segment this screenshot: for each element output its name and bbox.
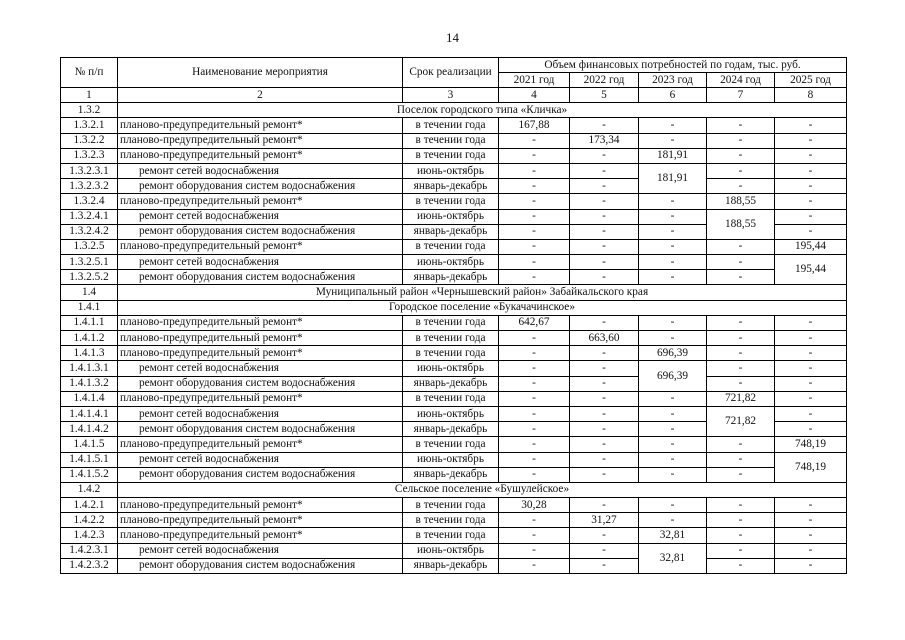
year-value: - (775, 513, 847, 528)
year-value: 748,19 (775, 437, 847, 452)
year-value: - (570, 179, 639, 194)
year-value: - (499, 513, 570, 528)
year-value: - (775, 391, 847, 406)
measure-name: ремонт сетей водоснабжения (118, 163, 403, 178)
row-number: 1.4.1.4.2 (61, 422, 118, 437)
year-value: 32,81 (639, 543, 707, 573)
implementation-term: в течении года (403, 513, 499, 528)
implementation-term: июнь-октябрь (403, 163, 499, 178)
measure-name: ремонт оборудования систем водоснабжения (118, 467, 403, 482)
year-value: - (707, 346, 775, 361)
table-row (61, 498, 847, 513)
row-number: 1.4.1.3.1 (61, 361, 118, 376)
year-value: 663,60 (570, 331, 639, 346)
row-number: 1.4.1.5.2 (61, 467, 118, 482)
year-value: - (570, 558, 639, 573)
year-value: 721,82 (707, 391, 775, 406)
row-number: 1.3.2.4 (61, 194, 118, 209)
header-name: Наименование мероприятия (118, 58, 403, 88)
section-row (61, 300, 847, 315)
year-value: - (499, 209, 570, 224)
year-value: - (639, 422, 707, 437)
year-value: - (707, 148, 775, 163)
row-number: 1.4.1.3 (61, 346, 118, 361)
year-value: - (775, 194, 847, 209)
year-value: - (499, 148, 570, 163)
row-number: 1.3.2.5.2 (61, 270, 118, 285)
measure-name: планово-предупредительный ремонт* (118, 315, 403, 330)
year-value: - (775, 209, 847, 224)
implementation-term: январь-декабрь (403, 224, 499, 239)
table-row (61, 239, 847, 254)
year-value: - (570, 315, 639, 330)
year-value: - (499, 255, 570, 270)
measure-name: ремонт оборудования систем водоснабжения (118, 558, 403, 573)
measure-name: ремонт сетей водоснабжения (118, 543, 403, 558)
year-value: - (570, 270, 639, 285)
measure-name: планово-предупредительный ремонт* (118, 528, 403, 543)
row-number: 1.3.2.4.2 (61, 224, 118, 239)
measure-name: ремонт сетей водоснабжения (118, 255, 403, 270)
year-value: - (707, 239, 775, 254)
year-value: - (639, 239, 707, 254)
column-number: 6 (639, 88, 707, 103)
year-value: - (639, 467, 707, 482)
row-number: 1.4.1.4.1 (61, 406, 118, 421)
year-value: - (499, 406, 570, 421)
row-number: 1.3.2.3.2 (61, 179, 118, 194)
year-value: - (570, 163, 639, 178)
year-value: 30,28 (499, 498, 570, 513)
column-number: 3 (403, 88, 499, 103)
implementation-term: январь-декабрь (403, 179, 499, 194)
year-value: 195,44 (775, 255, 847, 285)
column-number: 1 (61, 88, 118, 103)
implementation-term: июнь-октябрь (403, 543, 499, 558)
table-row (61, 118, 847, 133)
year-value: - (707, 331, 775, 346)
table-row (61, 513, 847, 528)
year-value: - (570, 148, 639, 163)
implementation-term: в течении года (403, 346, 499, 361)
measure-name: планово-предупредительный ремонт* (118, 391, 403, 406)
table-row (61, 255, 847, 270)
year-value: - (499, 163, 570, 178)
measure-name: ремонт оборудования систем водоснабжения (118, 179, 403, 194)
year-value: - (775, 406, 847, 421)
row-number: 1.3.2.5.1 (61, 255, 118, 270)
table-row (61, 194, 847, 209)
implementation-term: январь-декабрь (403, 467, 499, 482)
table-row (61, 209, 847, 224)
year-value: - (499, 376, 570, 391)
year-value: - (499, 543, 570, 558)
measure-name: планово-предупредительный ремонт* (118, 513, 403, 528)
table-row (61, 133, 847, 148)
year-value: - (707, 543, 775, 558)
year-value: - (707, 361, 775, 376)
implementation-term: январь-декабрь (403, 376, 499, 391)
year-value: - (639, 437, 707, 452)
year-value: - (639, 391, 707, 406)
year-value: 188,55 (707, 209, 775, 239)
measure-name: планово-предупредительный ремонт* (118, 118, 403, 133)
year-value: - (639, 209, 707, 224)
year-value: - (707, 467, 775, 482)
header-year: 2023 год (639, 73, 707, 88)
row-number: 1.4.2.3 (61, 528, 118, 543)
year-value: - (570, 498, 639, 513)
measure-name: планово-предупредительный ремонт* (118, 148, 403, 163)
year-value: - (775, 179, 847, 194)
header-volume: Объем финансовых потребностей по годам, тыс. руб. (499, 58, 847, 73)
year-value: - (775, 148, 847, 163)
year-value: - (639, 513, 707, 528)
year-value: - (775, 422, 847, 437)
table-row (61, 361, 847, 376)
year-value: 748,19 (775, 452, 847, 482)
year-value: - (570, 376, 639, 391)
year-value: - (570, 239, 639, 254)
table-row (61, 331, 847, 346)
row-number: 1.4.1.5.1 (61, 452, 118, 467)
year-value: 195,44 (775, 239, 847, 254)
table-row (61, 148, 847, 163)
table-row (61, 452, 847, 467)
year-value: - (707, 163, 775, 178)
header-year: 2025 год (775, 73, 847, 88)
year-value: - (775, 346, 847, 361)
measure-name: ремонт оборудования систем водоснабжения (118, 270, 403, 285)
year-value: - (499, 452, 570, 467)
year-value: - (707, 528, 775, 543)
year-value: - (775, 331, 847, 346)
financing-table (60, 57, 847, 574)
year-value: - (639, 406, 707, 421)
implementation-term: в течении года (403, 133, 499, 148)
year-value: - (570, 543, 639, 558)
year-value: - (570, 209, 639, 224)
implementation-term: в течении года (403, 315, 499, 330)
table-row (61, 406, 847, 421)
year-value: - (707, 179, 775, 194)
year-value: 181,91 (639, 148, 707, 163)
year-value: - (499, 361, 570, 376)
measure-name: ремонт сетей водоснабжения (118, 209, 403, 224)
row-number: 1.3.2.3 (61, 148, 118, 163)
year-value: - (775, 376, 847, 391)
section-row (61, 285, 847, 300)
year-value: - (639, 118, 707, 133)
year-value: - (639, 498, 707, 513)
measure-name: ремонт оборудования систем водоснабжения (118, 376, 403, 391)
year-value: 721,82 (707, 406, 775, 436)
row-number: 1.4.2.2 (61, 513, 118, 528)
measure-name: планово-предупредительный ремонт* (118, 437, 403, 452)
implementation-term: июнь-октябрь (403, 452, 499, 467)
year-value: 181,91 (639, 163, 707, 193)
measure-name: ремонт сетей водоснабжения (118, 406, 403, 421)
year-value: - (570, 406, 639, 421)
measure-name: планово-предупредительный ремонт* (118, 331, 403, 346)
year-value: - (639, 331, 707, 346)
year-value: - (707, 376, 775, 391)
table-row (61, 346, 847, 361)
row-number: 1.4.1.3.2 (61, 376, 118, 391)
year-value: - (570, 194, 639, 209)
column-number: 8 (775, 88, 847, 103)
year-value: - (499, 270, 570, 285)
table-row (61, 376, 847, 391)
year-value: - (639, 133, 707, 148)
year-value: - (570, 467, 639, 482)
row-number: 1.3.2.2 (61, 133, 118, 148)
section-row (61, 103, 847, 118)
implementation-term: в течении года (403, 194, 499, 209)
implementation-term: январь-декабрь (403, 422, 499, 437)
year-value: - (499, 437, 570, 452)
implementation-term: в течении года (403, 118, 499, 133)
section-title: Сельское поселение «Бушулейское» (118, 482, 847, 497)
row-number: 1.4.1 (61, 300, 118, 315)
measure-name: ремонт оборудования систем водоснабжения (118, 422, 403, 437)
table-row (61, 467, 847, 482)
year-value: 31,27 (570, 513, 639, 528)
year-value: - (775, 118, 847, 133)
year-value: 32,81 (639, 528, 707, 543)
table-row (61, 270, 847, 285)
year-value: - (499, 391, 570, 406)
year-value: - (639, 270, 707, 285)
year-value: - (707, 133, 775, 148)
year-value: - (707, 558, 775, 573)
implementation-term: в течении года (403, 331, 499, 346)
section-title: Городское поселение «Букачачинское» (118, 300, 847, 315)
implementation-term: июнь-октябрь (403, 209, 499, 224)
year-value: - (570, 528, 639, 543)
year-value: - (570, 118, 639, 133)
row-number: 1.3.2.5 (61, 239, 118, 254)
table-row (61, 391, 847, 406)
implementation-term: в течении года (403, 437, 499, 452)
year-value: 188,55 (707, 194, 775, 209)
column-number: 4 (499, 88, 570, 103)
row-number: 1.3.2.4.1 (61, 209, 118, 224)
implementation-term: в течении года (403, 498, 499, 513)
year-value: - (707, 498, 775, 513)
year-value: 696,39 (639, 361, 707, 391)
table-row (61, 528, 847, 543)
year-value: - (499, 346, 570, 361)
table-row (61, 163, 847, 178)
header-year: 2021 год (499, 73, 570, 88)
year-value: - (499, 194, 570, 209)
measure-name: ремонт сетей водоснабжения (118, 361, 403, 376)
year-value: - (499, 239, 570, 254)
year-value: - (775, 361, 847, 376)
header-year: 2024 год (707, 73, 775, 88)
year-value: - (775, 224, 847, 239)
year-value: - (775, 315, 847, 330)
row-number: 1.3.2.3.1 (61, 163, 118, 178)
year-value: - (499, 558, 570, 573)
implementation-term: в течении года (403, 391, 499, 406)
year-value: - (707, 315, 775, 330)
measure-name: планово-предупредительный ремонт* (118, 194, 403, 209)
measure-name: ремонт оборудования систем водоснабжения (118, 224, 403, 239)
year-value: - (639, 194, 707, 209)
column-number: 2 (118, 88, 403, 103)
header-term: Срок реализации (403, 58, 499, 88)
row-number: 1.4.1.5 (61, 437, 118, 452)
year-value: - (707, 452, 775, 467)
implementation-term: июнь-октябрь (403, 255, 499, 270)
year-value: 173,34 (570, 133, 639, 148)
year-value: - (570, 422, 639, 437)
year-value: - (499, 133, 570, 148)
section-title: Поселок городского типа «Кличка» (118, 103, 847, 118)
year-value: - (639, 255, 707, 270)
year-value: - (707, 437, 775, 452)
year-value: - (499, 179, 570, 194)
year-value: - (775, 558, 847, 573)
year-value: - (570, 346, 639, 361)
page-number: 14 (446, 30, 459, 45)
year-value: - (570, 255, 639, 270)
measure-name: планово-предупредительный ремонт* (118, 133, 403, 148)
row-number: 1.4 (61, 285, 118, 300)
implementation-term: июнь-октябрь (403, 361, 499, 376)
row-number: 1.4.2.3.1 (61, 543, 118, 558)
implementation-term: январь-декабрь (403, 270, 499, 285)
implementation-term: январь-декабрь (403, 558, 499, 573)
section-row (61, 482, 847, 497)
year-value: - (499, 422, 570, 437)
year-value: - (499, 224, 570, 239)
year-value: - (570, 452, 639, 467)
year-value: 696,39 (639, 346, 707, 361)
row-number: 1.3.2 (61, 103, 118, 118)
column-number: 5 (570, 88, 639, 103)
year-value: - (499, 528, 570, 543)
row-number: 1.4.2.1 (61, 498, 118, 513)
row-number: 1.4.1.4 (61, 391, 118, 406)
column-number: 7 (707, 88, 775, 103)
header-year: 2022 год (570, 73, 639, 88)
year-value: - (707, 255, 775, 270)
section-title: Муниципальный район «Чернышевский район» Забайкальского края (118, 285, 847, 300)
year-value: - (499, 467, 570, 482)
year-value: - (707, 118, 775, 133)
implementation-term: июнь-октябрь (403, 406, 499, 421)
header-num: № п/п (61, 58, 118, 88)
measure-name: планово-предупредительный ремонт* (118, 498, 403, 513)
year-value: - (499, 331, 570, 346)
table-row (61, 315, 847, 330)
year-value: - (639, 452, 707, 467)
row-number: 1.4.1.1 (61, 315, 118, 330)
year-value: - (707, 513, 775, 528)
year-value: - (570, 224, 639, 239)
year-value: - (639, 315, 707, 330)
table-row (61, 179, 847, 194)
implementation-term: в течении года (403, 528, 499, 543)
measure-name: ремонт сетей водоснабжения (118, 452, 403, 467)
table-row (61, 558, 847, 573)
year-value: 642,67 (499, 315, 570, 330)
year-value: - (775, 133, 847, 148)
row-number: 1.4.1.2 (61, 331, 118, 346)
measure-name: планово-предупредительный ремонт* (118, 239, 403, 254)
table-row (61, 437, 847, 452)
year-value: - (775, 543, 847, 558)
row-number: 1.4.2 (61, 482, 118, 497)
year-value: 167,88 (499, 118, 570, 133)
year-value: - (570, 437, 639, 452)
implementation-term: в течении года (403, 239, 499, 254)
year-value: - (707, 270, 775, 285)
year-value: - (775, 528, 847, 543)
year-value: - (570, 361, 639, 376)
year-value: - (570, 391, 639, 406)
row-number: 1.4.2.3.2 (61, 558, 118, 573)
year-value: - (775, 163, 847, 178)
implementation-term: в течении года (403, 148, 499, 163)
year-value: - (775, 498, 847, 513)
row-number: 1.3.2.1 (61, 118, 118, 133)
year-value: - (639, 224, 707, 239)
measure-name: планово-предупредительный ремонт* (118, 346, 403, 361)
table-row (61, 543, 847, 558)
